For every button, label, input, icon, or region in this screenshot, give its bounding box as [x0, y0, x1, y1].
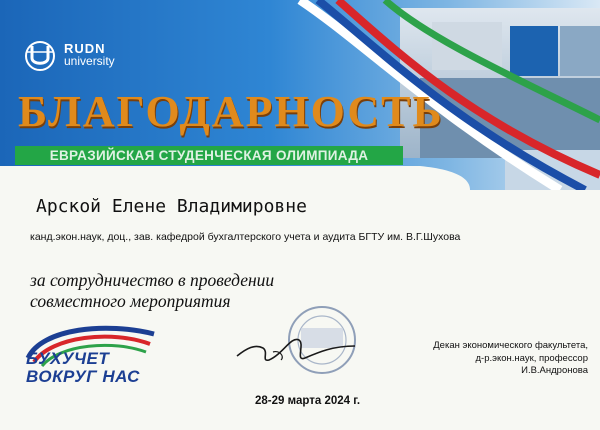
- logo-text-rudn: RUDN: [64, 41, 106, 56]
- signature-icon: [233, 326, 358, 372]
- thanks-text: [30, 270, 274, 312]
- signer-degree: д-р.экон.наук, профессор: [475, 352, 588, 364]
- event-date: 28-29 марта 2024 г.: [255, 395, 361, 407]
- thanks-line-2: совместного мероприятия: [30, 291, 231, 311]
- rudn-logo: [22, 38, 115, 72]
- recipient-name: Арской Елене Владимировне: [36, 196, 307, 217]
- rudn-emblem-icon: [22, 38, 58, 72]
- signer-block: [433, 340, 588, 378]
- certificate-title: БЛАГОДАРНОСТЬ: [18, 87, 444, 136]
- thanks-line-1: за сотрудничество в проведении: [30, 270, 275, 290]
- logo-text-university: university: [64, 54, 115, 68]
- olympiad-band: ЕВРАЗИЙСКАЯ СТУДЕНЧЕСКАЯ ОЛИМПИАДА: [15, 146, 403, 165]
- project-title-line-1: БУХУЧЕТ: [26, 349, 110, 368]
- signer-name: И.В.Андронова: [521, 365, 588, 376]
- recipient-position: канд.экон.наук, доц., зав. кафедрой бухгалтерского учета и аудита БГТУ им. В.Г.Шухова: [30, 231, 461, 243]
- signer-title: Декан экономического факультета,: [433, 340, 588, 351]
- project-title-line-2: ВОКРУГ НАС: [26, 367, 140, 386]
